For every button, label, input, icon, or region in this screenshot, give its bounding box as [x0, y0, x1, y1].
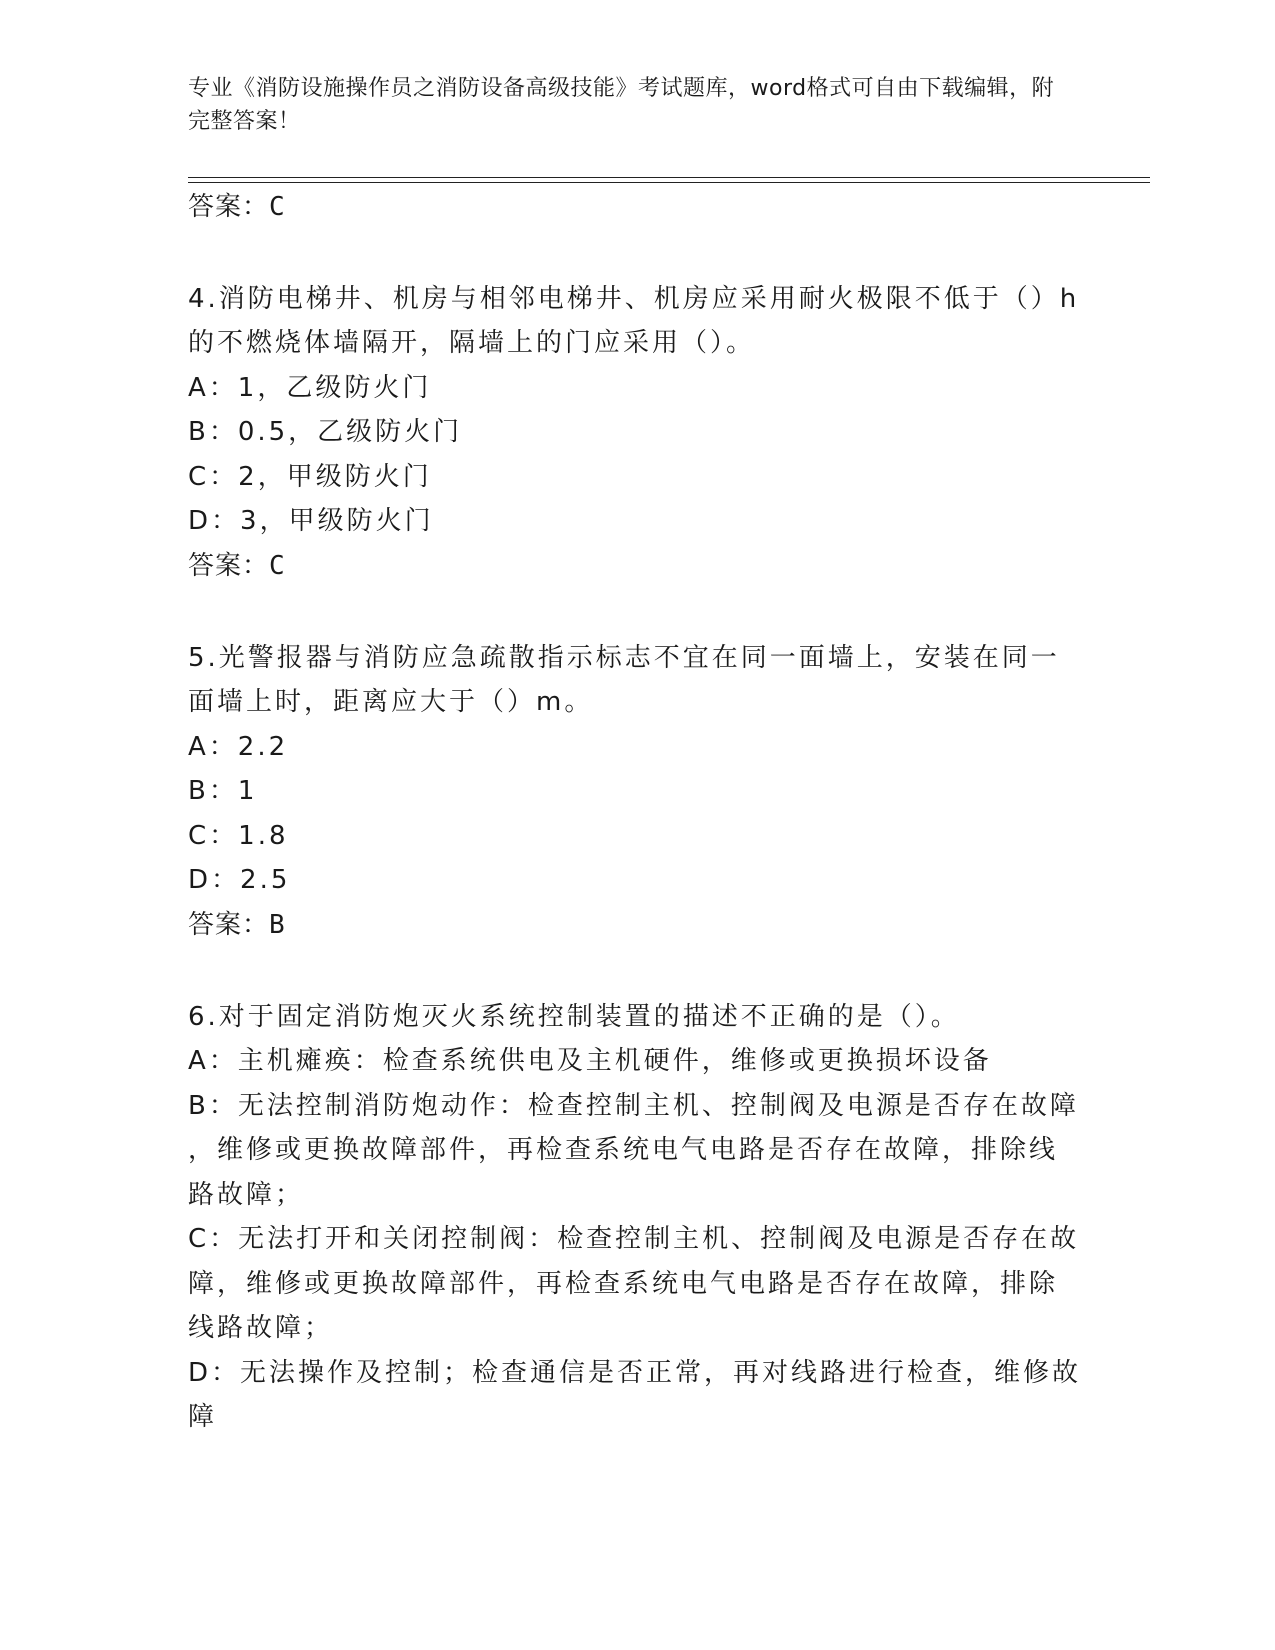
answer-prev — [188, 190, 286, 224]
q4-stem-line2: 的不燃烧体墙隔开，隔墙上的门应采用（）。 — [188, 328, 756, 358]
q4-stem-line1: 4.消防电梯井、机房与相邻电梯井、机房应采用耐火极限不低于（）h — [188, 284, 1080, 314]
q6-option-b-line2: ，维修或更换故障部件，再检查系统电气电路是否存在故障，排除线 — [188, 1135, 1059, 1165]
q6-option-c-line2: 障，维修或更换故障部件，再检查系统电气电路是否存在故障，排除 — [188, 1269, 1059, 1299]
q5-stem-line1: 5.光警报器与消防应急疏散指示标志不宜在同一面墙上，安装在同一 — [188, 643, 1060, 673]
answer-label: 答案： — [188, 551, 270, 581]
q6-option-d-line2: 障 — [188, 1402, 218, 1432]
q4-option-b: B：0.5，乙级防火门 — [188, 417, 463, 447]
q5-option-b: B：1 — [188, 776, 258, 806]
q5-option-d: D：2.5 — [188, 865, 291, 895]
q6-option-a: A：主机瘫痪：检查系统供电及主机硬件，维修或更换损坏设备 — [188, 1046, 992, 1076]
q4-answer — [188, 549, 286, 583]
answer-key: C — [269, 192, 286, 222]
q5-answer — [188, 908, 286, 942]
q5-option-a: A：2.2 — [188, 732, 289, 762]
q6-option-c-line3: 线路故障； — [188, 1313, 334, 1343]
q4-option-a: A：1，乙级防火门 — [188, 373, 432, 403]
q4-option-d: D：3，甲级防火门 — [188, 506, 434, 536]
q4-option-c: C：2，甲级防火门 — [188, 462, 432, 492]
q6-option-b-line1: B：无法控制消防炮动作：检查控制主机、控制阀及电源是否存在故障 — [188, 1091, 1079, 1121]
header-divider-bottom — [188, 182, 1150, 183]
answer-key: B — [269, 910, 286, 940]
answer-label: 答案： — [188, 910, 270, 940]
q6-option-b-line3: 路故障； — [188, 1180, 305, 1210]
answer-label: 答案： — [188, 192, 270, 222]
answer-key: C — [269, 551, 286, 581]
q5-stem-line2: 面墙上时，距离应大于（）m。 — [188, 687, 594, 717]
q6-option-c-line1: C：无法打开和关闭控制阀：检查控制主机、控制阀及电源是否存在故 — [188, 1224, 1080, 1254]
header-divider-top — [188, 177, 1150, 178]
q5-option-c: C：1.8 — [188, 821, 289, 851]
document-header: 专业《消防设施操作员之消防设备高级技能》考试题库，word格式可自由下载编辑，附完整答案！ — [188, 76, 1055, 134]
q6-option-d-line1: D：无法操作及控制；检查通信是否正常，再对线路进行检查，维修故 — [188, 1358, 1082, 1388]
q6-stem: 6.对于固定消防炮灭火系统控制装置的描述不正确的是（）。 — [188, 1002, 960, 1032]
